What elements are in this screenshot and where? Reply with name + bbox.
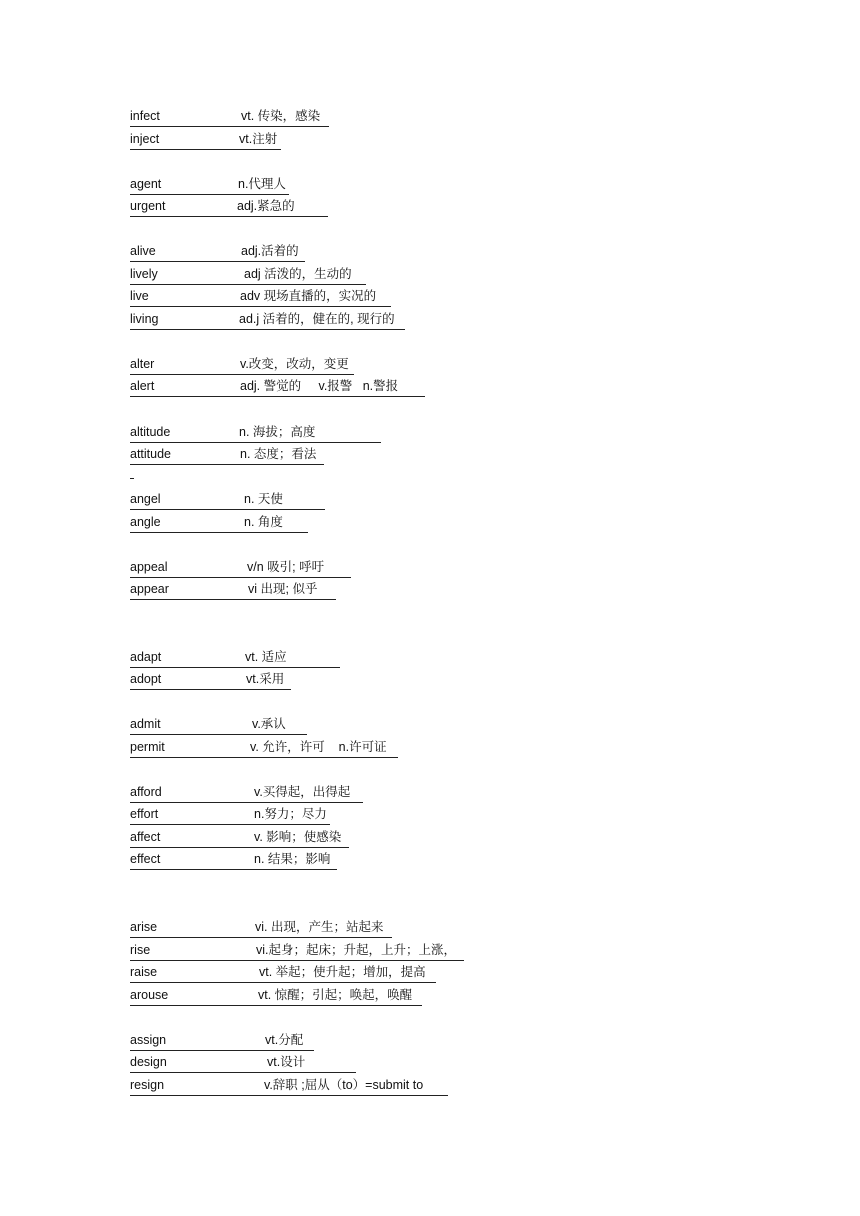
- vocab-word: design: [130, 1055, 167, 1069]
- vocab-definition: v.改变，改动，变更: [240, 357, 349, 371]
- vocab-definition: vt. 传染，感染: [241, 109, 321, 123]
- vocab-word: lively: [130, 267, 158, 281]
- vocab-word: permit: [130, 740, 165, 754]
- vocab-line-alert: [130, 378, 425, 397]
- vocab-definition: n. 天使: [244, 492, 283, 506]
- vocab-word: living: [130, 312, 159, 326]
- vocab-word: effort: [130, 807, 159, 821]
- vocab-definition: vt. 适应: [245, 650, 287, 664]
- vocab-word: angle: [130, 515, 161, 529]
- vocab-line-design: [130, 1054, 356, 1073]
- vocab-word: attitude: [130, 447, 172, 461]
- vocab-line-adopt: [130, 671, 291, 690]
- vocab-definition: ad.j 活着的，健在的, 现行的: [239, 312, 395, 326]
- vocab-line-admit: [130, 716, 307, 735]
- stray-underline-mark: [130, 478, 134, 479]
- vocab-word: agent: [130, 177, 162, 191]
- vocab-definition: vt.采用: [246, 672, 285, 686]
- vocab-line-effort: [130, 806, 330, 825]
- vocab-line-assign: [130, 1032, 314, 1051]
- vocab-line-arise: [130, 919, 392, 938]
- vocab-word: altitude: [130, 425, 171, 439]
- vocab-line-angle: [130, 514, 308, 533]
- vocab-line-appeal: [130, 559, 351, 578]
- vocab-line-rise: [130, 942, 464, 961]
- vocab-line-urgent: [130, 198, 328, 217]
- vocab-line-appear: [130, 581, 336, 600]
- vocab-line-adapt: [130, 649, 340, 668]
- vocab-definition: n. 态度；看法: [240, 447, 317, 461]
- vocab-definition: v.买得起，出得起: [254, 785, 351, 799]
- vocab-word: afford: [130, 785, 162, 799]
- vocab-word: alert: [130, 379, 155, 393]
- vocab-line-angel: [130, 491, 325, 510]
- vocab-word: angel: [130, 492, 161, 506]
- vocab-word: admit: [130, 717, 161, 731]
- vocab-word: arouse: [130, 988, 169, 1002]
- vocab-word: appeal: [130, 560, 168, 574]
- vocab-definition: adj.活着的: [241, 244, 299, 258]
- vocab-line-afford: [130, 784, 363, 803]
- vocab-line-lively: [130, 266, 366, 285]
- vocab-line-resign: [130, 1077, 448, 1096]
- vocab-definition: vt.注射: [239, 132, 278, 146]
- vocab-definition: adj.紧急的: [237, 199, 295, 213]
- vocab-word: infect: [130, 109, 160, 123]
- vocab-definition: n. 结果；影响: [254, 852, 331, 866]
- vocab-word: resign: [130, 1078, 165, 1092]
- vocab-word: effect: [130, 852, 161, 866]
- vocab-line-arouse: [130, 987, 422, 1006]
- vocab-word: alter: [130, 357, 155, 371]
- vocab-definition: vi. 出现，产生；站起来: [255, 920, 384, 934]
- vocab-definition: adj. 警觉的 v.报警 n.警报: [240, 379, 399, 393]
- vocab-line-attitude: [130, 446, 324, 465]
- vocab-word: alive: [130, 244, 156, 258]
- vocab-line-raise: [130, 964, 436, 983]
- vocab-line-live: [130, 288, 391, 307]
- vocab-definition: n.代理人: [238, 177, 286, 191]
- vocab-definition: n. 海拔；高度: [239, 425, 316, 439]
- vocab-word: appear: [130, 582, 169, 596]
- vocab-word: urgent: [130, 199, 166, 213]
- vocab-line-alter: [130, 356, 354, 375]
- vocab-line-altitude: [130, 424, 381, 443]
- vocab-word: adopt: [130, 672, 162, 686]
- vocab-definition: v. 影响；使感染: [254, 830, 342, 844]
- vocab-definition: vt. 惊醒；引起；唤起，唤醒: [258, 988, 413, 1002]
- vocab-line-living: [130, 311, 405, 330]
- vocab-definition: adj 活泼的，生动的: [244, 267, 352, 281]
- vocab-word: affect: [130, 830, 161, 844]
- vocab-word: live: [130, 289, 149, 303]
- vocab-definition: vi.起身；起床；升起，上升；上涨，: [256, 943, 457, 957]
- vocab-line-inject: [130, 131, 281, 150]
- vocab-line-alive: [130, 243, 305, 262]
- vocab-line-agent: [130, 176, 289, 195]
- vocab-definition: vt.设计: [267, 1055, 306, 1069]
- vocab-word: inject: [130, 132, 160, 146]
- vocab-definition: v.辞职 ;屈从（to）=submit to: [264, 1078, 424, 1092]
- vocab-definition: v.承认: [252, 717, 286, 731]
- vocab-definition: vt.分配: [265, 1033, 304, 1047]
- vocab-word: rise: [130, 943, 151, 957]
- vocab-line-permit: [130, 739, 398, 758]
- vocab-word: arise: [130, 920, 158, 934]
- vocab-definition: vi 出现; 似乎: [248, 582, 318, 596]
- vocab-definition: v. 允许，许可 n.许可证: [250, 740, 387, 754]
- vocab-line-affect: [130, 829, 349, 848]
- vocab-word: adapt: [130, 650, 162, 664]
- vocab-word: raise: [130, 965, 158, 979]
- vocab-definition: n.努力；尽力: [254, 807, 327, 821]
- vocab-definition: vt. 举起；使升起；增加，提高: [259, 965, 426, 979]
- vocab-definition: v/n 吸引; 呼吁: [247, 560, 325, 574]
- vocab-line-effect: [130, 851, 337, 870]
- vocab-definition: adv 现场直播的，实况的: [240, 289, 377, 303]
- vocab-word: assign: [130, 1033, 167, 1047]
- vocab-definition: n. 角度: [244, 515, 283, 529]
- vocab-line-infect: [130, 108, 329, 127]
